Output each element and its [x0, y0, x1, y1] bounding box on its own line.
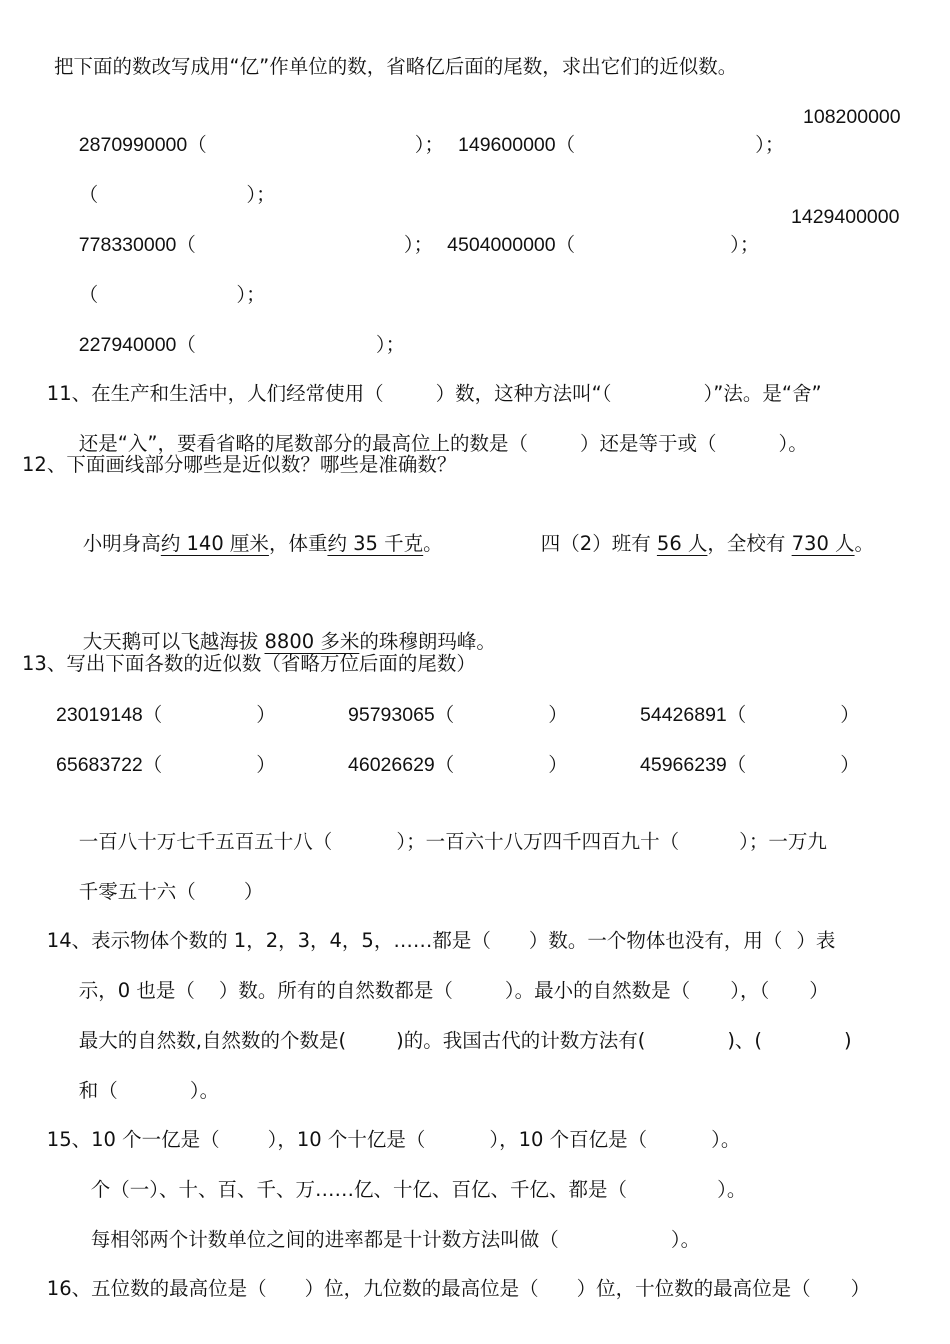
q11-text-a: 11、在生产和生活中，人们经常使用（: [46, 382, 384, 405]
q13-item-3: 54426891（ ）: [640, 704, 860, 726]
question-13-title: 13、写出下面各数的近似数（省略万位后面的尾数）: [22, 652, 476, 675]
q12-text: 。: [423, 532, 443, 555]
q13-chinese-numbers-cont: 千零五十六（ ）: [78, 880, 264, 903]
question-15-line-1: 15、10 个一亿是（ ），10 个十亿是（ ），10 个百亿是（ ）。: [46, 1128, 741, 1151]
question-14-line-1: 14、表示物体个数的 1，2，3，4，5，……都是（ ）数。一个物体也没有，用（ ）表: [46, 929, 836, 952]
q11-text-c: ）”法。是“舍”: [703, 382, 822, 405]
q13-item-5: 46026629（ ）: [348, 754, 568, 776]
number-7: 227940000（: [78, 334, 196, 356]
blank-close: ）；: [246, 183, 276, 206]
q11-text-e: ）还是等于或（: [580, 432, 717, 455]
number-5: 4504000000（: [447, 234, 576, 256]
q12-text: 。: [854, 532, 875, 555]
q11-text-f: ）。: [778, 432, 808, 455]
number-4: 778330000（: [78, 234, 196, 256]
question-14-line-4: 和（ ）。: [78, 1079, 220, 1102]
question-14-line-3: 最大的自然数,自然数的个数是( )的。我国古代的计数方法有( )、( ): [78, 1029, 852, 1052]
blank-close: ）；: [403, 233, 434, 256]
question-16-line-1: 16、五位数的最高位是（ ）位，九位数的最高位是（ ）位，十位数的最高位是（ ）: [46, 1277, 871, 1300]
question-12-sentence-1: [58, 502, 443, 586]
q12-text: 的珠穆朗玛峰。: [359, 630, 496, 653]
blank-close: ）；: [236, 283, 266, 306]
number-1: 2870990000（: [78, 134, 207, 156]
question-14-line-2: 示，0 也是（ ）数。所有的自然数都是（ ）。最小的自然数是（ ），（ ）: [78, 979, 829, 1002]
number-2: 149600000（: [458, 134, 576, 156]
question-12-title: 12、下面画线部分哪些是近似数？哪些是准确数？: [22, 453, 457, 476]
q12-text: 大天鹅可以飞越海拔: [82, 630, 265, 653]
blank-open: （: [78, 283, 99, 306]
q11-text-b: ）数，这种方法叫“（: [435, 382, 612, 405]
blank-close: ）；: [375, 333, 406, 356]
number-3: 108200000: [803, 106, 901, 128]
blank-close: ）；: [414, 133, 445, 156]
q13-item-4: 65683722（ ）: [56, 754, 276, 776]
blank-open: （: [78, 183, 99, 206]
number-6: 1429400000: [791, 206, 900, 228]
underlined-class-count: 56 人: [656, 532, 708, 555]
underlined-school-count: 730 人: [791, 532, 855, 555]
q13-chinese-numbers: 一百八十万七千五百五十八（ ）；一百六十八万四千四百九十（ ）；一万九: [78, 830, 827, 853]
underlined-weight: 约 35 千克: [327, 532, 424, 555]
q11-text-d: 还是“入”，要看省略的尾数部分的最高位上的数是（: [78, 432, 529, 455]
instruction-line: 把下面的数改写成用“亿”作单位的数，省略亿后面的尾数，求出它们的近似数。: [54, 55, 738, 78]
q12-text: ，体重: [268, 532, 328, 555]
q13-item-2: 95793065（ ）: [348, 704, 568, 726]
question-12-sentence-2: [516, 502, 874, 586]
question-15-line-3: 每相邻两个计数单位之间的进率都是十计数方法叫做（ ）。: [90, 1228, 701, 1251]
q12-text: 四（2）班有: [540, 532, 657, 555]
q12-text: 小明身高: [82, 532, 161, 555]
blank-close: ）；: [755, 133, 785, 156]
underlined-altitude: 8800 多米: [264, 630, 360, 653]
q12-text: ，全校有: [707, 532, 792, 555]
blank-close: ）；: [730, 233, 760, 256]
underlined-height: 约 140 厘米: [160, 532, 269, 555]
question-15-line-2: 个（一）、十、百、千、万……亿、十亿、百亿、千亿、都是（ ）。: [90, 1178, 747, 1201]
q13-item-6: 45966239（ ）: [640, 754, 860, 776]
q13-item-1: 23019148（ ）: [56, 704, 276, 726]
